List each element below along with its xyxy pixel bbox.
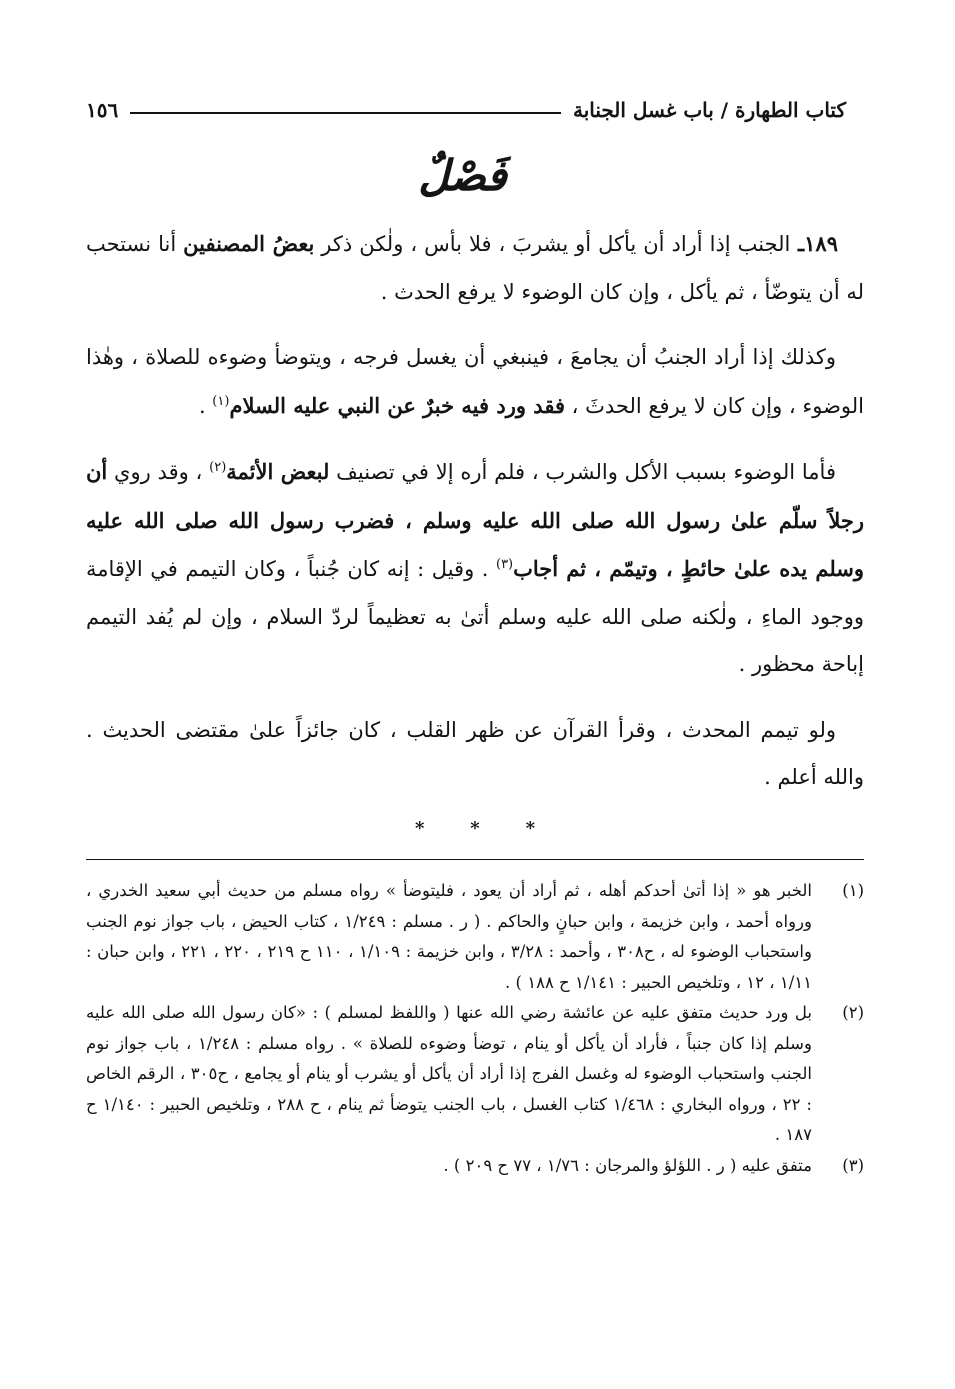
footnotes — [86, 876, 864, 1181]
footnote-3 — [86, 1151, 864, 1182]
bold-phrase: بعضُ المصنفين — [183, 231, 315, 256]
footnote-number: (١) — [842, 881, 864, 900]
footnote-2 — [86, 998, 864, 1151]
bold-phrase: لبعض الأئمة — [226, 459, 330, 484]
paragraph-text: ولو تيمم المحدث ، وقرأ القرآن عن ظهر القلب ، كان جائزاً علىٰ مقتضى الحديث . والله أعلم . — [86, 717, 864, 789]
footnote-1 — [86, 876, 864, 998]
book-title: كتاب الطهارة / باب غسل الجنابة — [572, 98, 846, 122]
page-number: ١٥٦ — [86, 98, 119, 122]
section-ornament — [400, 140, 525, 210]
paragraph-2 — [86, 334, 864, 430]
main-text — [86, 220, 864, 820]
section-separator — [415, 818, 535, 842]
footnote-number: (٢) — [842, 1003, 864, 1022]
footnote-text: متفق عليه ( ر . اللؤلؤ والمرجان : ١/٧٦ ، ٧٧ ح ٢٠٩ ) . — [443, 1155, 812, 1175]
paragraph-3 — [86, 448, 864, 689]
footnote-text: الخبر هو « إذا أتىٰ أحدكم أهله ، ثم أراد أن يعود ، فليتوضأ » رواه مسلم من حديث أبي سعيد الخدري ، ورواه أحمد ، وابن خزيمة ، وابن حبانٍ والحاكم . ( ر . مسلم : ١/٢٤٩ ، كتاب الحيض ، باب جواز نوم الجنب واستحباب الوضوء له ، ح٣٠٨ ، وأحمد : ٣/٢٨ ، وابن خزيمة : ١/١٠٩ ، ١١٠ ح ٢١٩ ، ٢٢٠ ، ٢٢١ ، وابن حبان : ١/١١ ، ١٢ ، وتلخيص الحبير : ١/١٤١ ح ١٨٨ ) . — [86, 881, 812, 992]
running-header — [86, 86, 846, 120]
paragraph-text: . وقيل : إنه كان جُنباً ، وكان التيمم في الإقامة ووجود الماءِ ، ولٰكنه صلى الله عليه وسلم أتىٰ به تعظيماً لردّ السلام ، وإن لم يُفد التيمم إباحة محظور . — [86, 557, 864, 676]
paragraph-text: ، وقد روي — [107, 460, 210, 484]
paragraph-text: وكذلك إذا أراد الجنبُ أن يجامعَ ، فينبغي أن يغسل فرجه ، ويتوضأ وضوءه للصلاة ، وهٰذا الوضوء ، وإن كان لا يرفع الحدثَ ، — [86, 345, 864, 418]
footnote-number: (٣) — [842, 1155, 864, 1175]
bold-phrase: أن رجلاً سلّم علىٰ رسول الله صلى الله عليه وسلم ، فضرب رسول الله صلى الله عليه وسلم يده علىٰ حائطٍ ، وتيمّم ، ثم أجاب — [86, 459, 865, 581]
paragraph-number: ١٨٩ـ — [790, 231, 838, 256]
bold-phrase: فقد ورد فيه خبرٌ عن النبي عليه السلام — [229, 392, 565, 418]
footnote-divider — [86, 859, 864, 860]
paragraph-189 — [86, 220, 864, 316]
separator-star: * — [470, 818, 480, 839]
separator-star: * — [415, 818, 425, 839]
section-heading: فَصْلٌ — [418, 150, 507, 200]
footnote-ref[interactable]: (١) — [212, 393, 230, 409]
separator-star: * — [525, 818, 535, 839]
header-rule — [130, 112, 561, 114]
paragraph-text: . — [198, 393, 213, 418]
paragraph-4 — [86, 707, 864, 802]
paragraph-text: أنا نستحب له أن يتوضّأ ، ثم يأكل ، وإن كان الوضوء لا يرفع الحدث . — [86, 232, 864, 304]
footnote-ref[interactable]: (٢) — [209, 460, 227, 475]
paragraph-text: فأما الوضوء بسبب الأكل والشرب ، فلم أره إلا في تصنيف — [329, 460, 836, 484]
footnote-text: بل ورد حديث متفق عليه عن عائشة رضي الله عنها ( واللفظ لمسلم ) : «كان رسول الله صلى الله عليه وسلم إذا كان جنباً ، فأراد أن يأكل أو ينام ، توضأ وضوءه للصلاة » . رواه مسلم : ١/٢٤٨ ، باب جواز نوم الجنب واستحباب الوضوء له وغسل الفرج إذا أراد أن يأكل أو يشرب أو ينام أو يجامع ، ح٣٠٥ ، الرقم الخاص : ٢٢ ، ورواه البخاري : ١/٤٦٨ كتاب الغسل ، باب الجنب يتوضأ ثم ينام ، ح ٢٨٨ ، وتلخيص الحبير : ١/١٤٠ ح ١٨٧ . — [86, 1003, 812, 1144]
paragraph-text: الجنب إذا أراد أن يأكل أو يشربَ ، فلا بأس ، ولٰكن ذكر — [314, 232, 791, 256]
footnote-ref[interactable]: (٣) — [495, 557, 514, 572]
